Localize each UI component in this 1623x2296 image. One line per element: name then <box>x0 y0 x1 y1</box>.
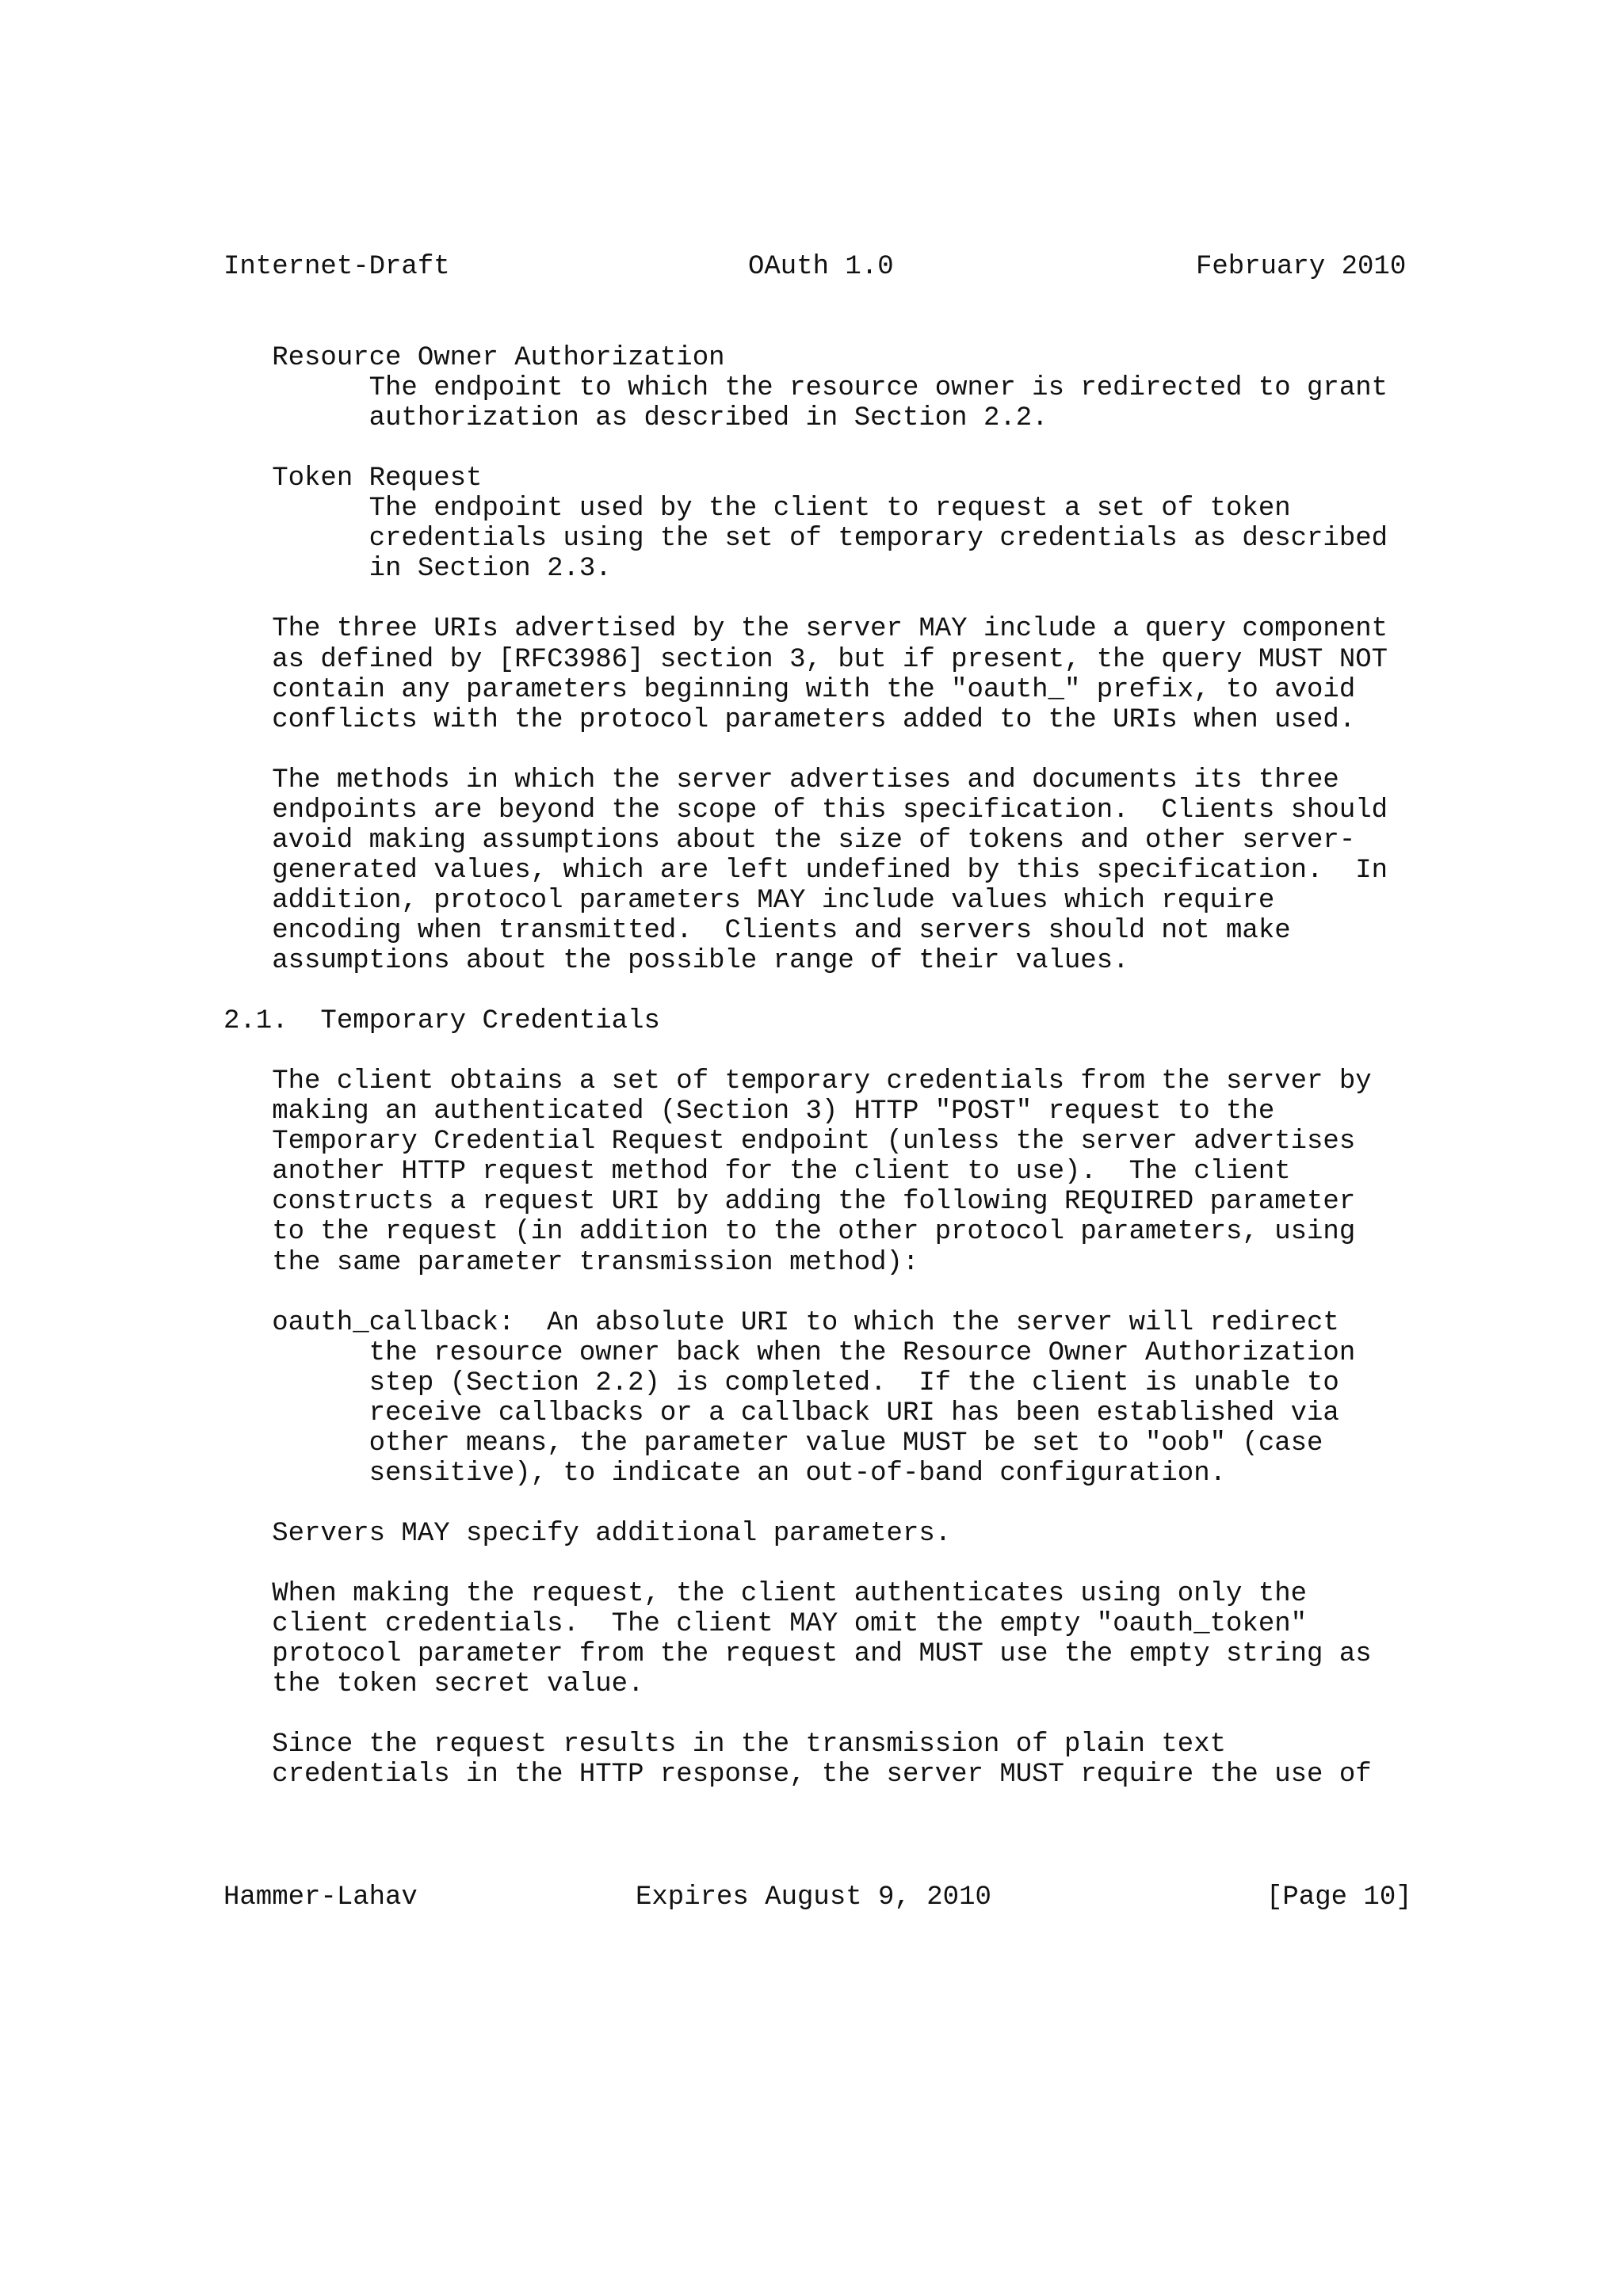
body-line: the same parameter transmission method): <box>223 1248 919 1278</box>
body-line: The endpoint to which the resource owner is redirected to grant <box>223 373 1388 403</box>
body-line: The three URIs advertised by the server MAY include a query component <box>223 614 1388 644</box>
body-line: Since the request results in the transmission of plain text <box>223 1730 1227 1760</box>
footer-left: Hammer-Lahav <box>223 1882 418 1913</box>
footer-right: [Page 10] <box>1266 1882 1412 1913</box>
body-line: Servers MAY specify additional parameters. <box>223 1519 952 1549</box>
body-line: as defined by [RFC3986] section 3, but if present, the query MUST NOT <box>223 645 1388 675</box>
body-line: generated values, which are left undefined by this specification. In <box>223 856 1388 886</box>
body-line: the token secret value. <box>223 1669 644 1699</box>
body-line: step (Section 2.2) is completed. If the client is unable to <box>223 1368 1339 1398</box>
header-center: OAuth 1.0 <box>748 252 894 282</box>
body-line: Token Request <box>223 463 483 494</box>
body-line: assumptions about the possible range of their values. <box>223 946 1129 976</box>
body-line: The endpoint used by the client to request a set of token <box>223 494 1291 524</box>
body-line: protocol parameter from the request and MUST use the empty string as <box>223 1639 1372 1669</box>
body-line: in Section 2.3. <box>223 554 612 584</box>
body-line: to the request (in addition to the other protocol parameters, using <box>223 1217 1356 1247</box>
body-line: Resource Owner Authorization <box>223 343 725 373</box>
body-line: Temporary Credential Request endpoint (unless the server advertises <box>223 1127 1356 1157</box>
body-line: encoding when transmitted. Clients and servers should not make <box>223 916 1291 946</box>
body-line: The client obtains a set of temporary credentials from the server by <box>223 1066 1372 1097</box>
header-right: February 2010 <box>1196 252 1407 282</box>
header-left: Internet-Draft <box>223 252 450 282</box>
body-line: sensitive), to indicate an out-of-band configuration. <box>223 1459 1227 1489</box>
body-line: conflicts with the protocol parameters added to the URIs when used. <box>223 705 1356 735</box>
body-line: other means, the parameter value MUST be set to "oob" (case <box>223 1428 1323 1459</box>
body-line: contain any parameters beginning with the "oauth_" prefix, to avoid <box>223 675 1356 705</box>
body-line: When making the request, the client authenticates using only the <box>223 1579 1308 1609</box>
body-line: client credentials. The client MAY omit the empty "oauth_token" <box>223 1609 1308 1639</box>
body-line: the resource owner back when the Resource Owner Authorization <box>223 1338 1356 1368</box>
body-line: The methods in which the server advertises and documents its three <box>223 765 1339 795</box>
body-line: constructs a request URI by adding the following REQUIRED parameter <box>223 1187 1356 1217</box>
body-line: endpoints are beyond the scope of this specification. Clients should <box>223 795 1388 826</box>
body-line: receive callbacks or a callback URI has been established via <box>223 1398 1339 1428</box>
body-line: avoid making assumptions about the size of tokens and other server- <box>223 826 1356 856</box>
body-line: credentials using the set of temporary credentials as described <box>223 524 1388 554</box>
body-line: oauth_callback: An absolute URI to which the server will redirect <box>223 1308 1339 1338</box>
footer-center: Expires August 9, 2010 <box>636 1882 991 1913</box>
body-line: addition, protocol parameters MAY include values which require <box>223 886 1275 916</box>
body-line: making an authenticated (Section 3) HTTP "POST" request to the <box>223 1097 1275 1127</box>
body-line: another HTTP request method for the client to use). The client <box>223 1157 1291 1187</box>
body-line: credentials in the HTTP response, the server MUST require the use of <box>223 1760 1372 1790</box>
body-line: authorization as described in Section 2.2. <box>223 403 1048 433</box>
body-line: 2.1. Temporary Credentials <box>223 1006 660 1036</box>
